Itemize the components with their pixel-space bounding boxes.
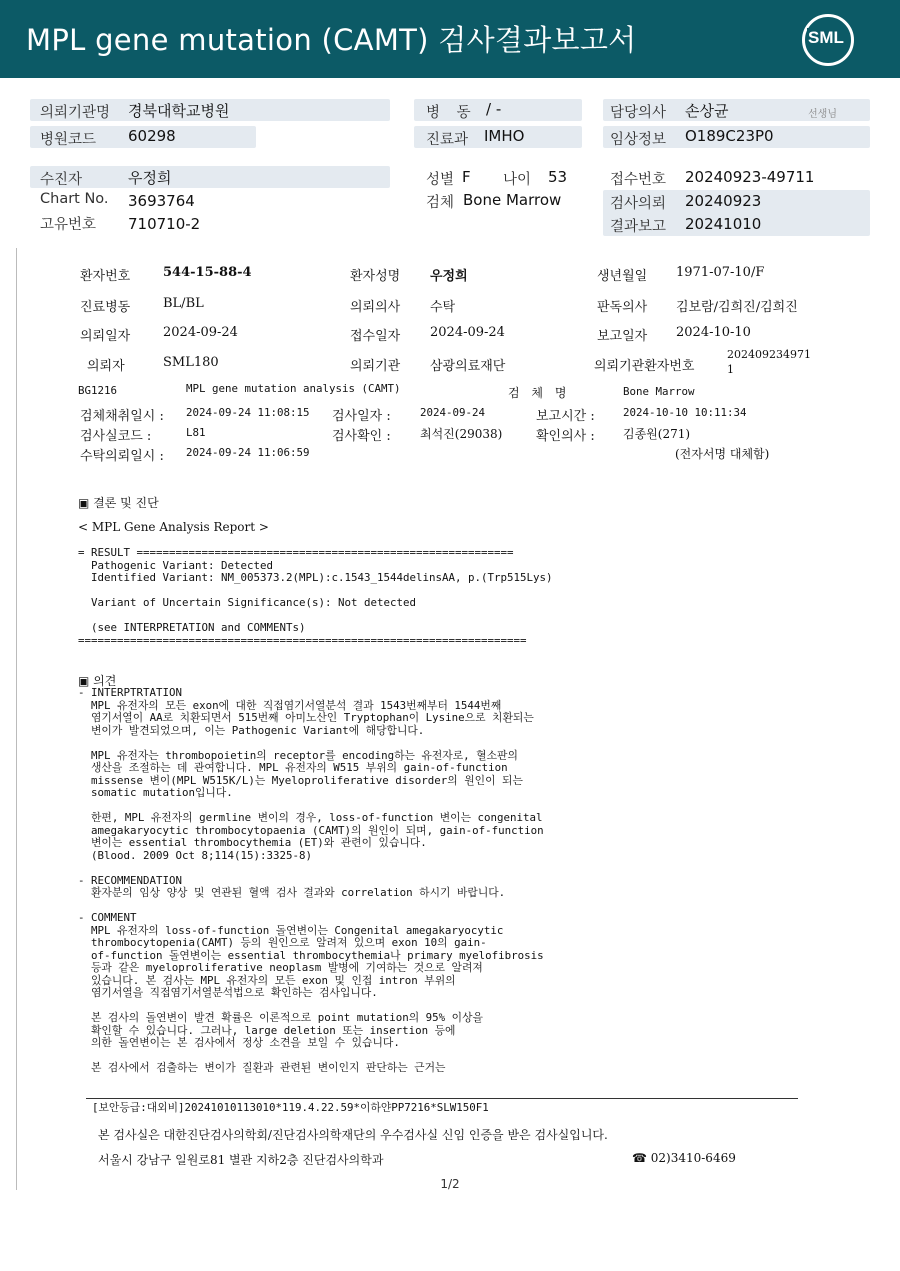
scan-report-time: 2024-10-10 10:11:34: [623, 406, 747, 419]
uid-label: 고유번호: [40, 217, 97, 233]
scan-ref-doctor: 수탁: [430, 300, 456, 315]
report-title: MPL gene mutation (CAMT) 검사결과보고서: [26, 23, 637, 57]
scan-receipt-date-label: 접수일자: [350, 329, 401, 344]
scan-patient-name-label: 환자성명: [350, 269, 401, 284]
scan-entrust: 2024-09-24 11:06:59: [186, 446, 310, 459]
scan-confirm-doctor-label: 확인의사 :: [536, 429, 595, 444]
scan-specimen: Bone Marrow: [623, 385, 695, 398]
security-line: [보안등급:대외비]20241010113010*119.4.22.59*이하얀PP7216*SLW150F1: [92, 1101, 489, 1114]
age-value: 53: [548, 168, 568, 186]
request-value: 20240923: [685, 192, 762, 210]
chart-label: Chart No.: [40, 191, 109, 207]
ward-label: 병 동: [426, 105, 477, 121]
doctor-label: 담당의사: [610, 105, 667, 121]
scan-receipt-date: 2024-09-24: [430, 325, 505, 340]
hospital-code-label: 병원코드: [40, 132, 97, 148]
scan-report-time-label: 보고시간 :: [536, 409, 595, 424]
sml-logo: [802, 14, 854, 66]
scan-report-date: 2024-10-10: [676, 325, 751, 340]
opinion-block: - INTERPTRTATION MPL 유전자의 모든 exon에 대한 직접염기서열분석 결과 1543번째부터 1544번째 염기서열이 AA로 치환되면서 515번째 아미노산인 Tryptophan이 Lysine으로 치환되는 변이가 발견되었으며, 이는 Pathogenic Variant에 해당합니다. MPL 유전자는 thrombopoietin의 receptor를 encoding하는 유전자로, 혈소판의 생산을 조절하는 데 관여합니다. MPL 유전자의 W515 부위의 gain-of-function missense 변이(MPL W515K/L)는 Myeloproliferative disorder의 원인이 되는 somatic mutation입니다. 한편, MPL 유전자의 germline 변이의 경우, loss-of-function 변이는 congenital amegakaryocytic thrombocytopaenia (CAMT)의 원인이 되며, gain-of-function 변이는 essential thrombocythemia (ET)와 관련이 있습니다. (Blood. 2009 Oct 8;114(15):3325-8) - RECOMMENDATION 환자분의 임상 양상 및 연관된 혈액 검사 결과와 correlation 하시기 바랍니다. - COMMENT MPL 유전자의 loss-of-function 돌연변이는 Congenital amegakaryocytic thrombocytopenia(CAMT) 등의 원인으로 알려져 있으며 exon 10의 gain- of-function 돌연변이는 essential thrombocythemia나 primary myelofibrosis 등과 같은 myeloproliferative neoplasm 발병에 기여하는 것으로 알려져 있습니다. 본 검사는 MPL 유전자의 모든 exon 및 인접 intron 부위의 염기서열을 직접염기서열분석법으로 확인하는 검사입니다. 본 검사의 돌연변이 발견 확률은 이론적으로 point mutation의 95% 이상을 확인할 수 있습니다. 그러나, large deletion 또는 insertion 등에 의한 돌연변이는 본 검사에서 정상 소견을 보일 수 있습니다. 본 검사에서 검출하는 변이가 질환과 관련된 변이인지 판단하는 근거는: [78, 686, 544, 1074]
scan-requester: SML180: [163, 355, 219, 370]
scan-collect-label: 검체채취일시 :: [80, 409, 164, 424]
receipt-label: 접수번호: [610, 172, 667, 188]
clinical-value: O189C23P0: [685, 127, 774, 145]
conclusion-heading: ▣ 결론 및 진단: [78, 496, 159, 510]
scan-ref-doctor-label: 의뢰의사: [350, 300, 401, 315]
phone-line: ☎ 02)3410-6469: [632, 1151, 736, 1165]
scan-specimen-label: 검 체 명: [508, 386, 571, 400]
receipt-value: 20240923-49711: [685, 168, 815, 186]
institution-label: 의뢰기관명: [40, 105, 111, 121]
uid-value: 710710-2: [128, 215, 201, 233]
scan-inst-patient-no-label: 의뢰기관환자번호: [594, 359, 695, 374]
scan-report-date-label: 보고일자: [597, 329, 648, 344]
scan-inst-patient-no-suffix: 1: [727, 363, 734, 376]
logo-text: SML: [808, 28, 844, 47]
dept-label: 진료과: [426, 132, 469, 148]
doctor-value: 손상균: [685, 102, 729, 120]
scan-test-date: 2024-09-24: [420, 406, 486, 419]
scan-dob: 1971-07-10/F: [676, 265, 765, 280]
scan-esign: (전자서명 대체함): [675, 447, 770, 461]
scan-test-code: BG1216: [78, 384, 118, 397]
cert-line: 본 검사실은 대한진단검사의학회/진단검사의학재단의 우수검사실 신임 인증을 받은 검사실입니다.: [98, 1128, 608, 1142]
scan-request-date-label: 의뢰일자: [80, 329, 131, 344]
scan-confirm-label: 검사확인 :: [332, 429, 391, 444]
opinion-heading: ▣ 의견: [78, 674, 117, 688]
footer-divider: [86, 1098, 798, 1099]
specimen-value: Bone Marrow: [463, 191, 562, 209]
request-label: 검사의뢰: [610, 196, 667, 212]
report-header: [0, 0, 900, 78]
scan-lab-code-label: 검사실코드 :: [80, 429, 152, 444]
scan-patient-no: 544-15-88-4: [163, 265, 252, 280]
scan-confirm: 최석진(29038): [420, 427, 503, 441]
scan-test-name: MPL gene mutation analysis (CAMT): [186, 382, 401, 395]
scan-reading-doctor-label: 판독의사: [597, 300, 648, 315]
scan-dob-label: 생년월일: [597, 269, 648, 284]
sex-label: 성별: [426, 172, 455, 188]
scan-ward: BL/BL: [163, 296, 204, 311]
scan-collect: 2024-09-24 11:08:15: [186, 406, 310, 419]
report-date-value: 20241010: [685, 215, 762, 233]
scan-entrust-label: 수탁의뢰일시 :: [80, 449, 164, 464]
hospital-code-value: 60298: [128, 127, 176, 145]
institution-value: 경북대학교병원: [128, 102, 230, 120]
scan-inst-patient-no: 202409234971: [727, 348, 811, 361]
scan-test-date-label: 검사일자 :: [332, 409, 391, 424]
address-line: 서울시 강남구 일원로81 별관 지하2층 진단검사의학과: [98, 1153, 384, 1167]
report-date-label: 결과보고: [610, 219, 667, 235]
scan-requester-label: 의뢰자: [87, 359, 125, 374]
chart-value: 3693764: [128, 192, 195, 210]
sex-value: F: [462, 168, 471, 186]
scan-institution-label: 의뢰기관: [350, 359, 401, 374]
scan-left-border: [16, 248, 17, 1190]
scan-patient-name: 우정희: [430, 269, 468, 284]
result-block: = RESULT ========================================================== Pathogenic Variant: Detected Identified Variant: NM_005373.2(MPL):c.1543_1544delinsAA, p.(Trp515Lys) Variant of Uncertain Significance(s): Not detected (see INTERPRETATION and COMMENTs) =====================================================================: [78, 546, 553, 647]
clinical-label: 임상정보: [610, 132, 667, 148]
dept-value: IMHO: [484, 127, 525, 145]
patient-label: 수진자: [40, 172, 83, 188]
page-number: 1/2: [440, 1177, 460, 1191]
scan-request-date: 2024-09-24: [163, 325, 238, 340]
scan-institution: 삼광의료재단: [430, 359, 506, 374]
specimen-label: 검체: [426, 195, 455, 211]
scan-lab-code: L81: [186, 426, 206, 439]
age-label: 나이: [503, 172, 532, 188]
report-subtitle: < MPL Gene Analysis Report >: [78, 520, 269, 534]
scan-ward-label: 진료병동: [80, 300, 131, 315]
info-bar-patient: [30, 166, 390, 188]
scan-confirm-doctor: 김종원(271): [623, 427, 691, 441]
scan-patient-no-label: 환자번호: [80, 269, 131, 284]
patient-value: 우정희: [128, 169, 172, 187]
doctor-suffix: 선생님: [808, 109, 837, 120]
scan-reading-doctor: 김보람/김희진/김희진: [676, 300, 798, 315]
ward-value: / -: [486, 100, 502, 118]
